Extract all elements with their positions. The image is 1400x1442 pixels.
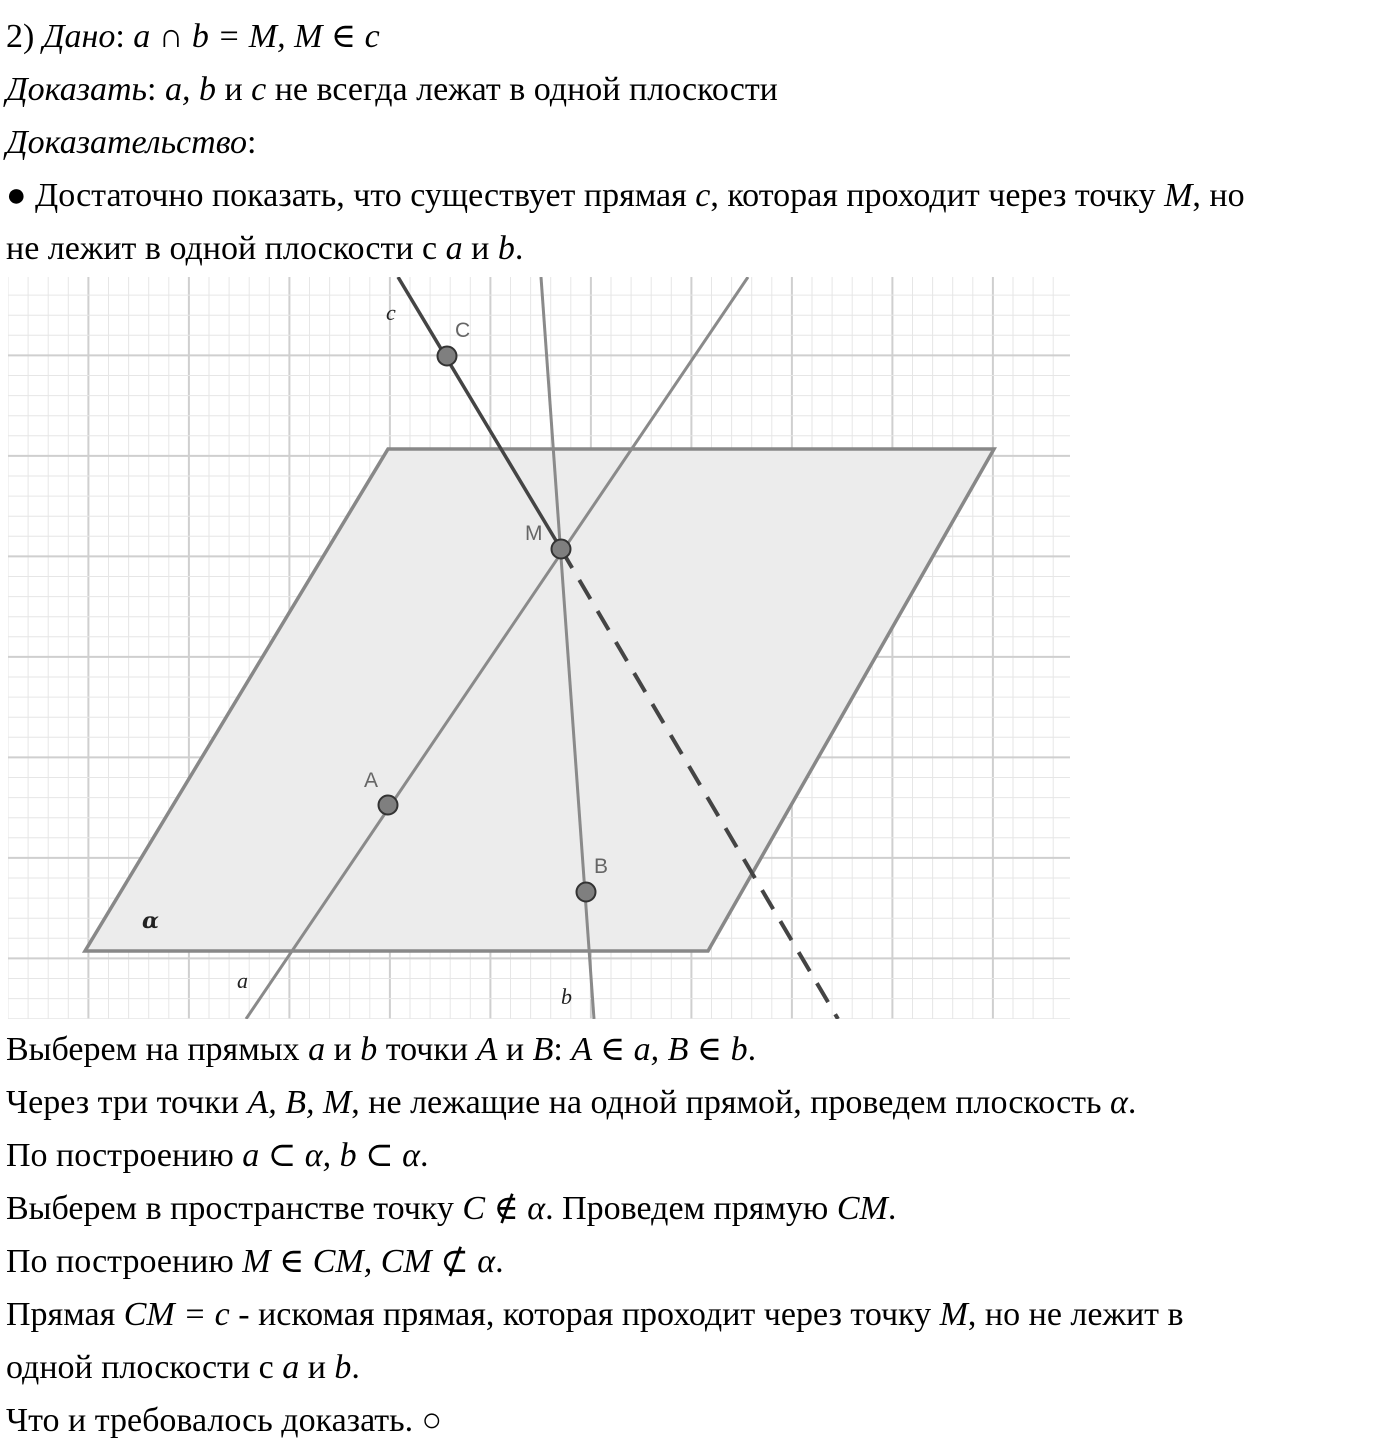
proof-statement-line1 bbox=[6, 176, 1245, 216]
step2-text-2: , не лежащие на одной прямой, проведем плоскость bbox=[351, 1084, 1102, 1121]
label-line-c: c bbox=[386, 300, 396, 325]
step6-var-m: M bbox=[939, 1296, 968, 1333]
given-label: Дано bbox=[42, 18, 116, 55]
prove-and: и bbox=[224, 71, 243, 108]
statement-dot: . bbox=[514, 230, 524, 267]
prove-vars-ab: a, b bbox=[164, 71, 216, 108]
statement-text-4: не лежит в одной плоскости с bbox=[6, 230, 438, 267]
bullet: ● bbox=[6, 177, 27, 214]
statement-and: и bbox=[471, 230, 490, 267]
proof-step-4 bbox=[6, 1189, 896, 1229]
step1-formula: A ∈ a, B ∈ b bbox=[571, 1031, 748, 1068]
label-point-c: C bbox=[455, 319, 471, 342]
proof-step-5 bbox=[6, 1242, 504, 1282]
step6-text-3: , но не лежит в bbox=[967, 1296, 1184, 1333]
step1-var-b: b bbox=[360, 1031, 378, 1068]
prove-label: Доказать bbox=[6, 71, 147, 108]
step3-formula: a ⊂ α, b ⊂ α bbox=[242, 1137, 420, 1174]
statement-var-b: b bbox=[497, 230, 515, 267]
geometry-figure bbox=[8, 277, 1070, 1019]
step1-and: и bbox=[333, 1031, 352, 1068]
step3-dot: . bbox=[419, 1137, 429, 1174]
problem-number: 2) bbox=[6, 18, 35, 55]
label-plane-alpha: α bbox=[142, 908, 159, 934]
point-m bbox=[552, 540, 571, 559]
qed-symbol: ○ bbox=[421, 1402, 443, 1439]
prove-colon: : bbox=[146, 71, 157, 108]
proof-step-7 bbox=[6, 1348, 360, 1388]
statement-var-a: a bbox=[445, 230, 463, 267]
statement-var-c: c bbox=[695, 177, 711, 214]
step4-text-1: Выберем в пространстве точку bbox=[6, 1190, 454, 1227]
step1-var-A: A bbox=[476, 1031, 498, 1068]
step1-var-a: a bbox=[308, 1031, 326, 1068]
proof-step-1 bbox=[6, 1030, 756, 1070]
step4-cm: CM bbox=[836, 1190, 888, 1227]
proof-conclusion bbox=[6, 1401, 442, 1441]
step5-dot: . bbox=[495, 1243, 504, 1280]
step2-alpha: α bbox=[1110, 1084, 1128, 1121]
step5-text: По построению bbox=[6, 1243, 234, 1280]
step4-dot: . bbox=[887, 1190, 897, 1227]
prove-text: не всегда лежат в одной плоскости bbox=[274, 71, 778, 108]
step5-formula: M ∈ CM, CM ⊄ α bbox=[242, 1243, 496, 1280]
given-colon: : bbox=[115, 18, 125, 55]
statement-text-2: , которая проходит через точку bbox=[710, 177, 1156, 214]
step2-text-1: Через три точки bbox=[6, 1084, 239, 1121]
label-line-b: b bbox=[561, 984, 572, 1009]
prove-line bbox=[6, 70, 778, 110]
step3-text: По построению bbox=[6, 1137, 234, 1174]
point-b bbox=[577, 883, 596, 902]
step4-formula: C ∉ α bbox=[462, 1190, 546, 1227]
label-point-b: B bbox=[594, 855, 609, 878]
proof-heading bbox=[6, 123, 256, 163]
label-line-a: a bbox=[237, 968, 248, 993]
point-c bbox=[438, 347, 457, 366]
given-formula: a ∩ b = M, M ∈ c bbox=[133, 18, 380, 55]
step7-var-a: a bbox=[282, 1349, 300, 1386]
statement-text-3: , но bbox=[1192, 177, 1245, 214]
prove-var-c: c bbox=[251, 71, 267, 108]
step7-text: одной плоскости с bbox=[6, 1349, 274, 1386]
step6-formula: CM = c bbox=[123, 1296, 230, 1333]
proof-colon: : bbox=[247, 124, 257, 161]
step2-formula: A, B, M bbox=[247, 1084, 352, 1121]
point-a bbox=[379, 796, 398, 815]
step7-dot: . bbox=[351, 1349, 360, 1386]
step1-var-B: B bbox=[532, 1031, 554, 1068]
step1-and2: и bbox=[505, 1031, 525, 1068]
proof-statement-line2 bbox=[6, 229, 523, 269]
step6-text-1: Прямая bbox=[6, 1296, 116, 1333]
step1-text-1: Выберем на прямых bbox=[6, 1031, 300, 1068]
conclusion-text: Что и требовалось доказать. bbox=[6, 1402, 414, 1439]
proof-step-3 bbox=[6, 1136, 428, 1176]
statement-var-m: M bbox=[1164, 177, 1193, 214]
proof-step-6 bbox=[6, 1295, 1184, 1335]
step1-text-2: точки bbox=[385, 1031, 469, 1068]
step7-and: и bbox=[307, 1349, 326, 1386]
step1-dot: . bbox=[747, 1031, 757, 1068]
given-line bbox=[6, 17, 380, 57]
step1-colon: : bbox=[553, 1031, 563, 1068]
proof-label: Доказательство bbox=[6, 124, 248, 161]
statement-text-1: Достаточно показать, что существует прямая bbox=[35, 177, 687, 214]
step7-var-b: b bbox=[334, 1349, 352, 1386]
proof-step-2 bbox=[6, 1083, 1136, 1123]
label-point-m: M bbox=[525, 522, 543, 545]
label-point-a: A bbox=[364, 769, 379, 792]
step2-dot: . bbox=[1127, 1084, 1137, 1121]
step6-text-2: - искомая прямая, которая проходит через точку bbox=[238, 1296, 932, 1333]
step4-text-2: . Проведем прямую bbox=[545, 1190, 829, 1227]
